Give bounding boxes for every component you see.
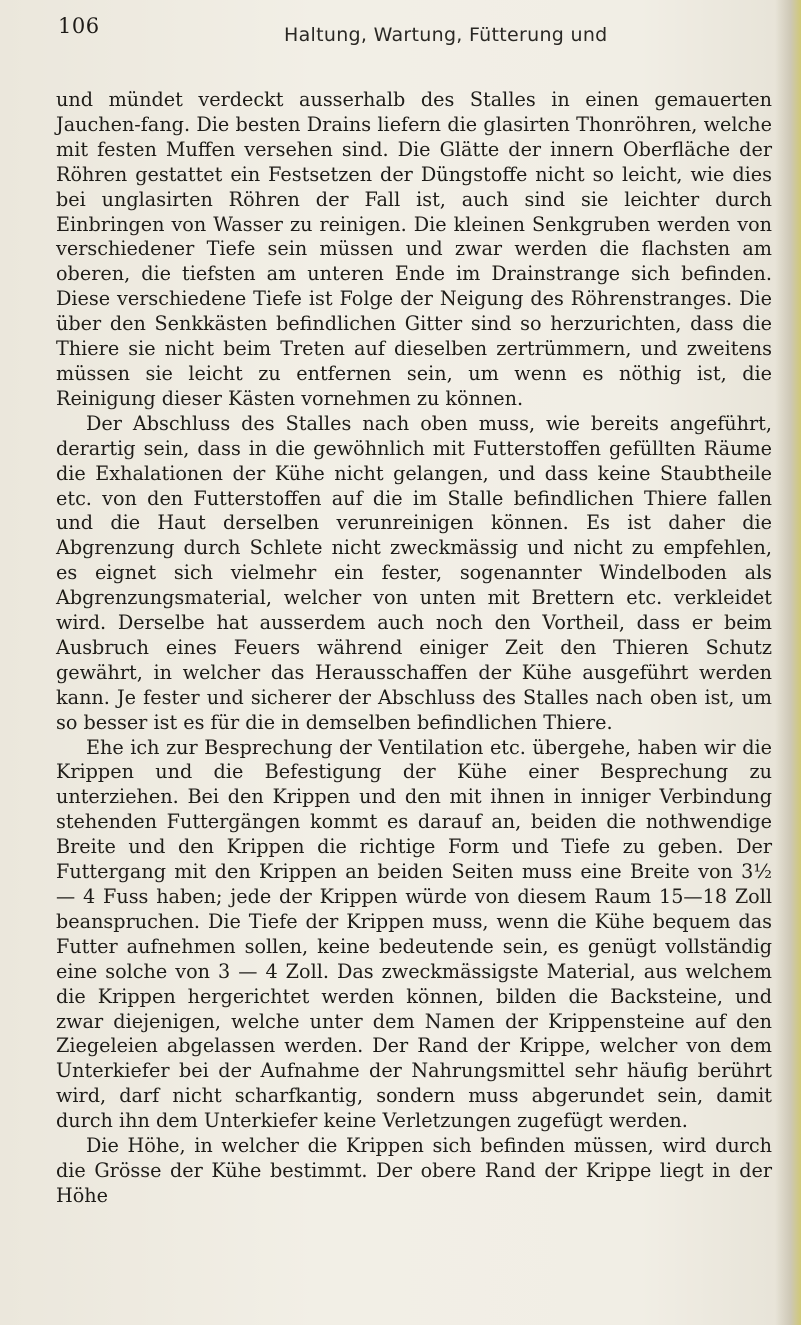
paragraph-1: und mündet verdeckt ausserhalb des Stalles in einen gemauerten Jauchen-fang. Die besten Drains liefern die glasirten Thonröhren, welche mit festen Muffen versehen sind. Die Glätte der innern Oberfläche der Röhren gestattet ein Festsetzen der Düngstoffe nicht so leicht, wie dies bei unglasirten Röhren der Fall ist, auch sind sie leichter durch Einbringen von Wasser zu reinigen. Die kleinen Senkgruben werden von verschiedener Tiefe sein müssen und zwar werden die flachsten am oberen, die tiefsten am unteren Ende im Drainstrange sich befinden. Diese verschiedene Tiefe ist Folge der Neigung des Röhrenstranges. Die über den Senkkästen befindlichen Gitter sind so herzurichten, dass die Thiere sie nicht beim Treten auf dieselben zertrümmern, und zweitens müssen sie leicht zu entfernen sein, um wenn es nöthig ist, die Reinigung dieser Kästen vornehmen zu können. [56, 88, 772, 410]
body-text [56, 88, 772, 1209]
page-edge-shadow [775, 0, 801, 1325]
paragraph-2: Der Abschluss des Stalles nach oben muss, wie bereits angeführt, derartig sein, dass in die gewöhnlich mit Futterstoffen gefüllten Räume die Exhalationen der Kühe nicht gelangen, und dass keine Staubtheile etc. von den Futterstoffen auf die im Stalle befindlichen Thiere fallen und die Haut derselben verunreinigen können. Es ist daher die Abgrenzung durch Schlete nicht zweckmässig und nicht zu empfehlen, es eignet sich vielmehr ein fester, sogenannter Windelboden als Abgrenzungsmaterial, welcher von unten mit Brettern etc. verkleidet wird. Derselbe hat ausserdem auch noch den Vortheil, dass er beim Ausbruch eines Feuers während einiger Zeit den Thieren Schutz gewährt, in welcher das Herausschaffen der Kühe ausgeführt werden kann. Je fester und sicherer der Abschluss des Stalles nach oben ist, um so besser ist es für die in demselben befindlichen Thiere. [56, 411, 772, 734]
page-number: 106 [58, 14, 100, 38]
paragraph-4: Die Höhe, in welcher die Krippen sich befinden müssen, wird durch die Grösse der Kühe bestimmt. Der obere Rand der Krippe liegt in der Höhe [56, 1134, 772, 1207]
running-head: Haltung, Wartung, Fütterung und [284, 24, 608, 46]
paragraph-3: Ehe ich zur Besprechung der Ventilation etc. übergehe, haben wir die Krippen und die Befestigung der Kühe einer Besprechung zu unterziehen. Bei den Krippen und den mit ihnen in inniger Verbindung stehenden Futtergängen kommt es darauf an, beiden die nothwendige Breite und den Krippen die richtige Form und Tiefe zu geben. Der Futtergang mit den Krippen an beiden Seiten muss eine Breite von 3½ — 4 Fuss haben; jede der Krippen würde von diesem Raum 15—18 Zoll beanspruchen. Die Tiefe der Krippen muss, wenn die Kühe bequem das Futter aufnehmen sollen, keine bedeutende sein, es genügt vollständig eine solche von 3 — 4 Zoll. Das zweckmässigste Material, aus welchem die Krippen hergerichtet werden können, bilden die Backsteine, und zwar diejenigen, welche unter dem Namen der Krippensteine auf den Ziegeleien abgelassen werden. Der Rand der Krippe, welcher von dem Unterkiefer bei der Aufnahme der Nahrungsmittel sehr häufig berührt wird, darf nicht scharfkantig, sondern muss abgerundet sein, damit durch ihn dem Unterkiefer keine Verletzungen zugefügt werden. [56, 735, 772, 1133]
